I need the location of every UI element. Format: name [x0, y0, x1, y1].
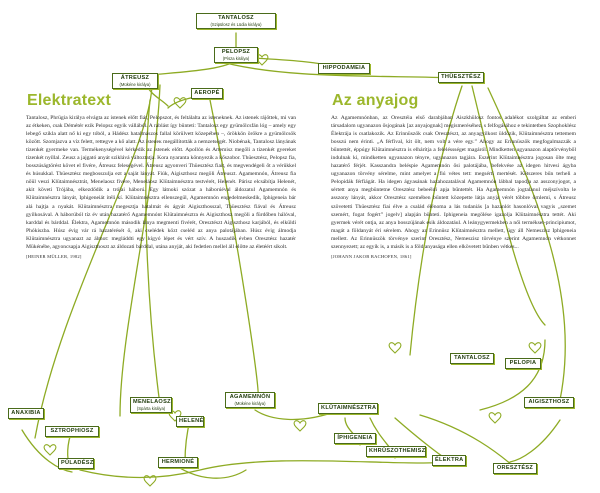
node-tantalosz-low: [450, 353, 494, 364]
node-name: TANTALOSZ: [218, 15, 254, 21]
node-klutaimnesztra: [318, 403, 378, 414]
node-elektra: [432, 455, 466, 466]
node-name: AGAMEMNÓN: [229, 394, 271, 400]
heart-icon: [389, 343, 401, 353]
node-name: HERMIONÉ: [161, 459, 195, 465]
left-text-column: [26, 114, 296, 261]
left-paragraph: Tantalosz, Phrügia királya elvágta az istenek előtt fiát, Pelopszot, és feltálalta az isteneknek. Az istenek rájöttek, mi van az étkeken, csak Démétér ezik Pelopsz egyik vállából. A rablást így bünteti: Tantalosz egy gyümölcsfán lóg – amely egy lebegő szikla alatt nő ki egy tóból, a Hádész hatalmászos fallal körülvett közepében –, örökkön örökre a gyümölcsök között. Szomjazva a víz felett, rettegve a kő alatt. Az isteneк megállították a nemzetségét. Niobénak, Tantalosz lányának tizenkét gyermeke van. Termékenységével kérkedik az istenek előtt. Apollón és Artemisz megöli a tizenkét gyereket tizenkét nyíllal. Zeusz a jajgató anyát sziklává változtatja. Kora nyaranta könnyezik a kőszobor. Thüesztész, Pelopsz fia, bosszúságtörést követ el fivére, Átreusz feleségével. Átreusz agyonveri Thüesztész fiait, és megvendégeli őt a vérükkel és húsukkal. Thüesztész megbosszulja ezt a saját lányát. Fiúk, Aigiszthosz megöli Átreuszt. Agamemnón, Átreusz fia nőül veszi Klütaimnésztrát, Menelaosz fivére, Meneláosz Klütaimnésztra testvérét, Helenét. Párisz elcsábítja Helenét, akit követi Trójába, elkezdődik a trójai háború. Egy látnoki szózat a háborúéval áldozatul Agamemnón és Klütaimnésztra lányát, Iphigeneiát ítéli kí. Klütaimnésztra ellenszegül, Agamemnón engedelmeskedik, Iphigeneia bár alá hajtja a nyakát. Klütaimnésztra megesztja hatalmát és ágyát Aigiszthosszal, Thüesztész fiával és Átreusz gyilkosával. A háborúból tíz év után hazatérő Agamemnónt Klütaimnésztra és Aigiszthosz megöli a fürdőben hálóval, karddal és bárddal. Élektra, Agamemnón második lánya megmenti fivérét, Oresztészt Aigiszthosz karjából, és elküldi Phókiszba. Húsz évig vár rá hazatérését ő, aki cselédek közt cseléd az anya palotájában. Húsz évig álmodja Klütaimnésztra ugyanazt az álmot: megláddti egy kígyó lépet és vért szív. A huszadik évben Oresztész hazatér Mükénébe, agyoncsapja Aigiszthoszt az áldozati bárddal, utána anyját, aki fedetlen mellel áll előtte az életéért sikolt.: [26, 115, 296, 250]
node-subtitle: (Spárta királya): [136, 406, 166, 411]
node-name: KHRÜSZOTHEMISZ: [369, 448, 426, 454]
node-aerope: [191, 88, 223, 99]
right-text-column: [331, 114, 576, 261]
node-name: PELOPSZ: [221, 49, 251, 55]
node-name: ANAXIBIA: [11, 410, 41, 416]
heart-icon: [489, 413, 501, 423]
heart-icon: [294, 421, 306, 431]
node-name: HIPPODAMEIA: [322, 65, 366, 71]
node-iphigeneia: [334, 433, 376, 444]
node-name: PELOPIA: [509, 360, 537, 366]
node-name: ÍPHIGENEIA: [337, 435, 373, 441]
node-name: PÜLADÉSZ: [61, 460, 94, 466]
node-atreusz: [112, 73, 158, 89]
node-subtitle: (Mükéne királya): [119, 82, 151, 87]
node-subtitle: (Mükéne királya): [234, 401, 266, 406]
heart-icon: [44, 445, 56, 455]
node-name: KLÜTAIMNÉSZTRA: [321, 405, 377, 411]
node-name: ÉLEKTRA: [435, 457, 464, 463]
node-pelopia: [505, 358, 541, 369]
right-title: Az anyajog: [332, 92, 419, 109]
node-sztrophiosz: [45, 426, 99, 437]
node-name: THÜESZTÉSZ: [441, 74, 481, 80]
node-menelaosz: [130, 397, 172, 413]
node-pulades: [58, 458, 94, 469]
node-subtitle: (Szipülosz és Lüdia királya): [210, 22, 262, 27]
node-aigiszthosz: [524, 397, 574, 408]
node-anaxibia: [8, 408, 44, 419]
node-name: TANTALOSZ: [454, 355, 490, 361]
node-name: ORESZTÉSZ: [496, 465, 534, 471]
right-paragraph: Az Agamemnónban, az Oresztéia első darabjában Aiszkhülosz fontos adalékot szolgáltat az emberi társadalom ugyanazon ősjogának [az anyajognak] megismeréséhez, s felfogásához e tekintetben Szophoklész Élektrája is csatlakozik. Az Erinnüszök csak Oresztészt, az anyagyilkost üldözik, Klütaimnésztra tettemem bosszú nem érinti. „A férfival, kit ölt, nem volt a vére egy.” Ahogy az Erinnüszök megfogalmazzák a bűntettét, éppúgy Klütaimnésztra is elhárítja a feleléssséget magáról. Mindketten ugyanazon alaptörvényből indulnak ki, mindketten ugyanazon tényre, ugyanazon tagjára. Eszerint Klütaimnésztra jogosan ölte meg hazatérő férjét. Kasszandra beléspie Agamemnón ősi palotájába, befekvése az idegen hitvesi ágyba ugyanazon törvény sérelme, mint amelyet a fiú vétes tett: megsérti mertését. Kétszeres bűn terheli a Pelopidák férfiágát. Ha idegen ágyasának hazahozatalával Agamemnón lábbal tapodja az asszonyjogot, a sértett anya megbüntetne Oresztész bebeéldi apja bűntettét. Ha Agamemnón jogtalanul méjszívolta le asszony lányát, akkor Oresztész szemében bűntett közepette látja anyja vérét többre őrnlemi, s Átreusz szövetetti Thüesztész fiai élve a család élénoma a lás tudaniás [a hazanlót hasonlóval vagyis „szemet szemért, fogat fogért” jogelv] alapján bünteti. Iphigeneia megölése igazolja Klütaimnésztra tettét. Aki gyermek vérét ontja, az anya bosszújának esik áldozatául. A leánygyermekben a női termékset-principiumot, magát a földanyát éri sérelem. Ahogy az Erinnüsz Klütaimnésztra mellett, úgy áll Nemeszisz Iphigeneia mellett. Az Erinnüszök törvénye szerint Oresztész, Nemeszisz törvénye szerint Agamemnón vétkonnet szennyezett; az egyik is, a másik is a föld anyasága ellen elkövetett bűnben vétkes...: [331, 115, 576, 250]
node-name: MENELAOSZ: [133, 399, 171, 405]
heart-icon: [174, 98, 186, 108]
node-oresztesz: [493, 463, 537, 474]
heart-icon: [144, 476, 156, 486]
node-thueszthesz: [438, 72, 484, 83]
node-helene: [176, 416, 204, 427]
left-citation: [HEINER MÜLLER, 1982]: [26, 253, 82, 259]
heart-icon: [529, 343, 541, 353]
node-name: ÁTREUSZ: [120, 75, 150, 81]
left-title: Elektratext: [27, 92, 112, 109]
node-khruszothemisz: [366, 446, 426, 457]
right-citation: [JOHANN JAKOB BACHOFEN, 1861]: [331, 253, 412, 259]
node-name: AIGISZTHOSZ: [528, 399, 570, 405]
node-hippodameia: [318, 63, 370, 74]
node-subtitle: (Písza királya): [222, 56, 250, 61]
node-agamemnon: [225, 392, 275, 408]
node-name: AEROPÉ: [194, 90, 220, 96]
node-hermione: [158, 457, 198, 468]
node-pelopsz: [214, 47, 258, 63]
node-name: SZTROPHIOSZ: [50, 428, 94, 434]
node-name: HELENÉ: [179, 418, 204, 424]
node-tantalosz-top: [196, 13, 276, 29]
